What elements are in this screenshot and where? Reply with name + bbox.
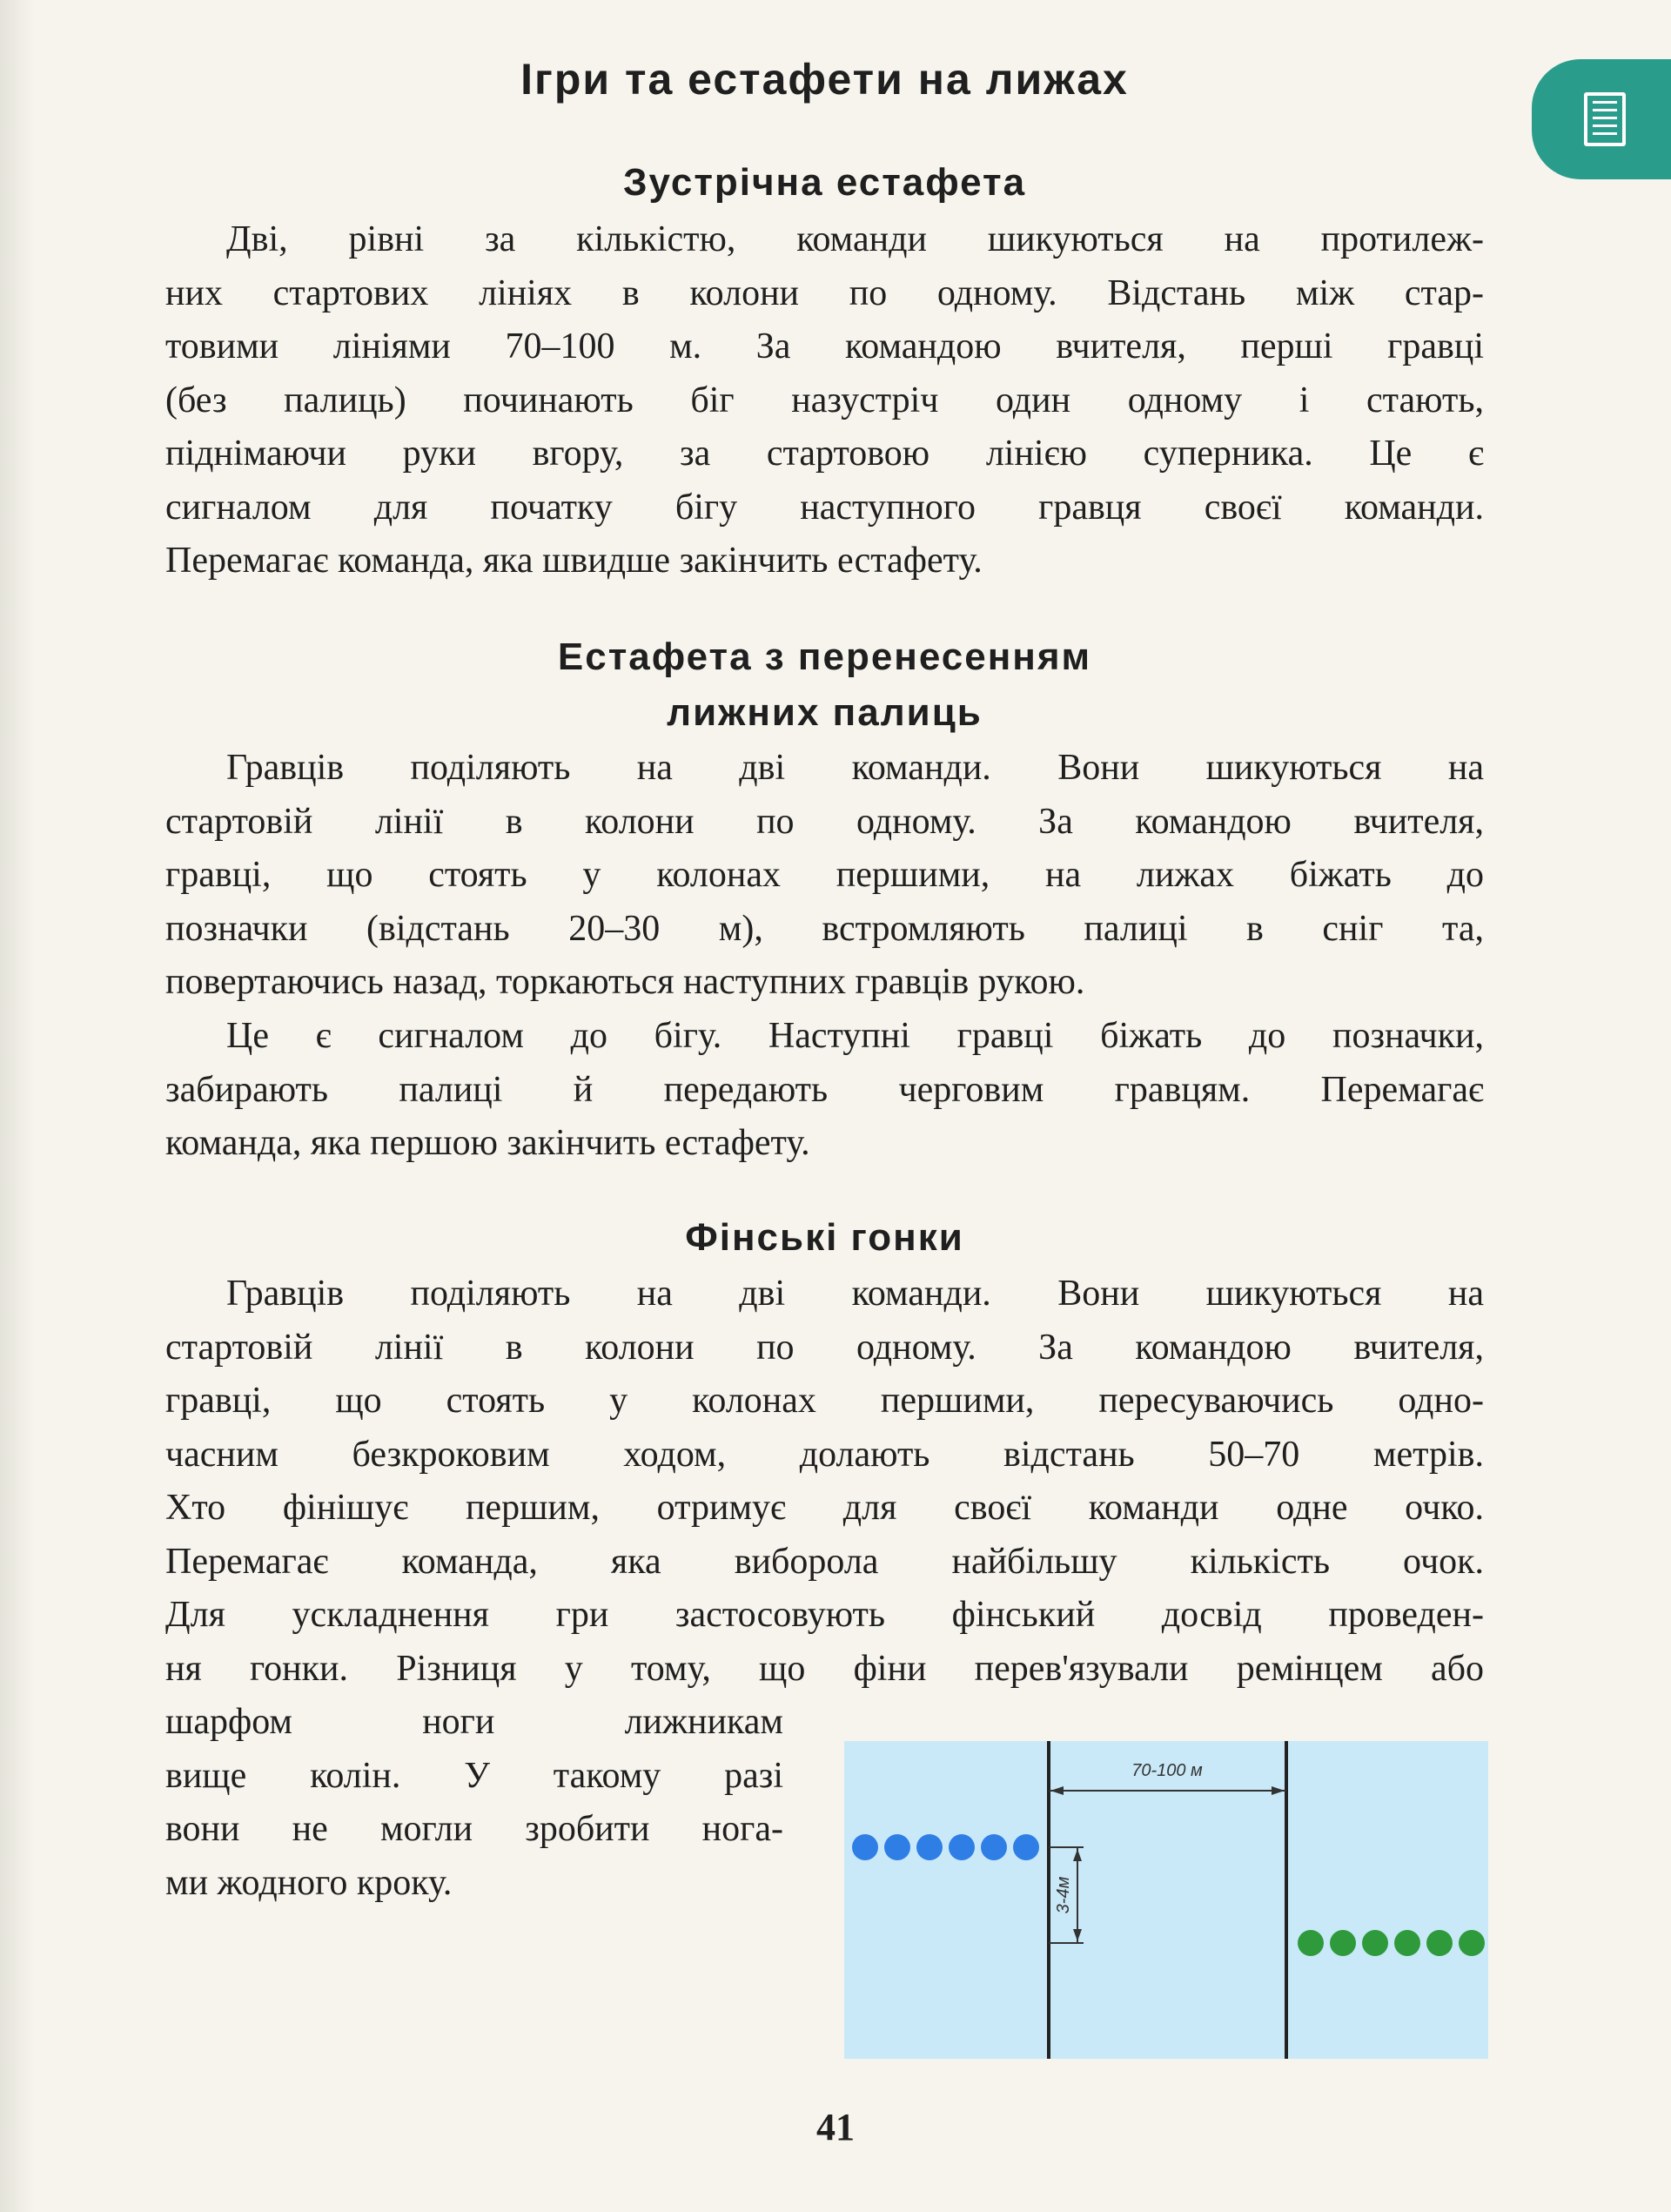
- text-line: Це є сигналом до бігу. Наступні гравці біжать до позначки,: [226, 1016, 1484, 1056]
- text-line: Перемагає команда, яка виборола найбільшу кількість очок.: [165, 1541, 1484, 1582]
- text-line: Гравців поділяють на дві команди. Вони шикуються на: [226, 1274, 1484, 1314]
- text-line: Для ускладнення гри застосовують фінський досвід проведен-: [165, 1595, 1484, 1635]
- right-team-player: [1330, 1930, 1356, 1956]
- right-team-player: [1459, 1930, 1485, 1956]
- page-title: Ігри та естафети на лижах: [520, 55, 1129, 104]
- paragraph-relay: [165, 213, 1484, 588]
- gap-label: 3-4м: [1054, 1876, 1073, 1914]
- text-line: стартовій лінії в колони по одному. За командою вчителя,: [165, 801, 1484, 842]
- section-tab: [1532, 59, 1671, 179]
- right-team-player: [1298, 1930, 1324, 1956]
- text-line: ми жодного кроку.: [165, 1862, 453, 1903]
- text-line: них стартових лініях в колони по одному. Відстань між стар-: [165, 272, 1484, 313]
- text-line: Перемагає команда, яка швидше закінчить естафету.: [165, 541, 983, 581]
- section-heading-relay: Зустрічна естафета: [622, 161, 1027, 204]
- text-line: стартовій лінії в колони по одному. За командою вчителя,: [165, 1327, 1484, 1368]
- left-team-player: [916, 1834, 943, 1860]
- text-line: забирають палиці й передають черговим гравцям. Перемагає: [165, 1069, 1484, 1110]
- left-team-player: [981, 1834, 1007, 1860]
- left-team-player: [949, 1834, 975, 1860]
- text-line: Дві, рівні за кількістю, команди шикуються на протилеж-: [226, 219, 1484, 259]
- section-heading-finnish-races: Фінські гонки: [685, 1216, 964, 1259]
- heading-line: Естафета з перенесенням: [557, 635, 1092, 678]
- text-line: Гравців поділяють на дві команди. Вони шикуються на: [226, 748, 1484, 788]
- text-line: позначки (відстань 20–30 м), встромляють палиці в сніг та,: [165, 908, 1484, 949]
- text-line: сигналом для початку бігу наступного гравця своєї команди.: [165, 487, 1484, 528]
- heading-line: лижних палиць: [667, 691, 983, 734]
- paragraph-finnish-races-wrap: [165, 1696, 783, 1910]
- text-line: команда, яка першою закінчить естафету.: [165, 1123, 810, 1163]
- relay-field-diagram: [844, 1741, 1488, 2059]
- snow-field: [844, 1741, 1488, 2059]
- text-line: вище колін. У такому разі: [165, 1755, 783, 1796]
- text-line: повертаючись назад, торкаються наступних гравців рукою.: [165, 962, 1085, 1002]
- distance-label: 70-100 м: [1131, 1761, 1203, 1780]
- text-line: часним безкроковим ходом, долають відстань 50–70 метрів.: [165, 1434, 1484, 1475]
- text-line: гравці, що стоять у колонах першими, на лижах біжать до: [165, 855, 1484, 895]
- right-team-player: [1394, 1930, 1420, 1956]
- text-line: вони не могли зробити нога-: [165, 1809, 783, 1849]
- left-team-player: [852, 1834, 878, 1860]
- paragraph-poles-relay-1: [165, 742, 1484, 1010]
- page-edge-shadow: [0, 0, 35, 2212]
- text-line: (без палиць) починають біг назустріч один одному і стають,: [165, 380, 1484, 420]
- text-line: Хто фінішує першим, отримує для своєї команди одне очко.: [165, 1488, 1484, 1528]
- right-team-player: [1362, 1930, 1388, 1956]
- text-line: ня гонки. Різниця у тому, що фіни перев'язували ремінцем або: [165, 1648, 1484, 1689]
- text-line: гравці, що стоять у колонах першими, пересуваючись одно-: [165, 1381, 1484, 1421]
- left-team-player: [1013, 1834, 1039, 1860]
- document-icon: [1584, 92, 1626, 146]
- text-line: шарфом ноги лижникам: [165, 1702, 783, 1742]
- right-team-player: [1426, 1930, 1453, 1956]
- left-team-player: [884, 1834, 910, 1860]
- text-line: товими лініями 70–100 м. За командою вчителя, перші гравці: [165, 326, 1484, 366]
- section-heading-poles-relay: [165, 629, 1484, 741]
- paragraph-poles-relay-2: [165, 1010, 1484, 1171]
- paragraph-finnish-races: [165, 1267, 1484, 1696]
- text-line: піднімаючи руки вгору, за стартовою лінією суперника. Це є: [165, 434, 1484, 474]
- page-number: 41: [816, 2106, 855, 2148]
